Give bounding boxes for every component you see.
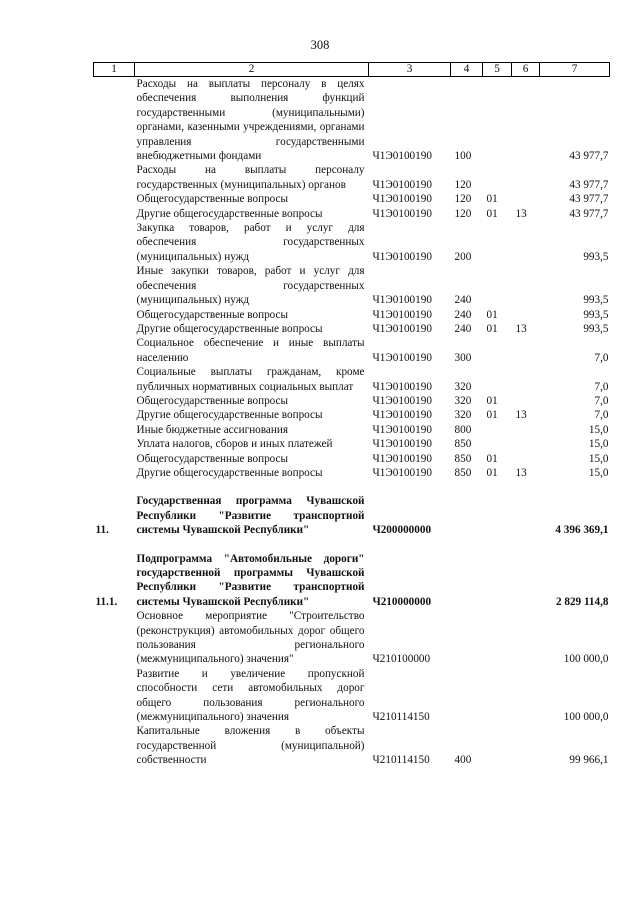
row-number [94,466,135,480]
row-number [94,264,135,307]
row-number: 11. [95,524,109,537]
row-description: Закупка товаров, работ и услуг для обеспечения государственных (муниципальных) нужд [136,222,365,263]
row-description: Общегосударственные вопросы [136,308,289,321]
expense-type: 800 [454,423,472,436]
target-code: Ч1Э0100190 [372,150,432,163]
row-number [94,221,135,264]
expense-type: 320 [454,409,472,422]
row-description: Общегосударственные вопросы [136,193,289,206]
row-description: Подпрограмма "Автомобильные дороги" государственной программы Чувашской Республики "Развитие транспортной системы Чувашской Республики" [136,552,365,608]
subsection-code: 13 [515,322,527,335]
table-row [94,77,610,164]
subsection-code [512,724,540,767]
amount: 43 977,7 [569,150,609,163]
expense-type: 300 [454,351,472,364]
amount: 100 000,0 [563,653,609,666]
section-code: 01 [486,322,498,335]
subsection-code [512,394,540,408]
budget-table [93,62,610,768]
subsection-code [512,336,540,365]
expense-type: 200 [454,250,472,263]
subsection-code: 13 [515,207,527,220]
row-number [94,192,135,206]
expense-type: 240 [454,308,472,321]
expense-type: 120 [454,178,472,191]
section-code: 01 [486,409,498,422]
expense-type [451,552,483,610]
section-code [483,667,512,725]
section-code: 01 [486,193,498,206]
table-body [94,77,610,768]
row-number [94,308,135,322]
target-code: Ч1Э0100190 [372,423,432,436]
table-row [94,322,610,336]
column-header-2: 2 [135,63,369,77]
row-description: Другие общегосударственные вопросы [136,322,323,335]
row-number [94,365,135,394]
table-header [94,63,610,77]
expense-type: 850 [454,438,472,451]
subsection-code [512,609,540,667]
column-header-7: 7 [540,63,610,77]
row-description: Общегосударственные вопросы [136,394,289,407]
row-number [94,77,135,164]
section-code [483,264,512,307]
target-code: Ч1Э0100190 [372,380,432,393]
target-code: Ч210114150 [372,711,430,724]
expense-type [451,609,483,667]
section-code [483,609,512,667]
row-description: Уплата налогов, сборов и иных платежей [136,438,333,451]
expense-type [451,667,483,725]
row-description: Развитие и увеличение пропускной способности сети автомобильных дорог общего пользования регионального (межмуниципального) значения [136,667,365,724]
amount: 993,5 [583,250,609,263]
amount: 43 977,7 [569,193,609,206]
row-number [94,394,135,408]
expense-type: 240 [454,294,472,307]
subsection-code [512,365,540,394]
table-row [94,365,610,394]
amount: 993,5 [583,308,609,321]
page-number: 308 [310,38,330,52]
table-row [94,667,610,725]
expense-type: 120 [454,193,472,206]
table-row [94,452,610,466]
expense-type: 850 [454,466,472,479]
spacer-row [94,480,610,494]
table-row [94,308,610,322]
table-row [94,408,610,422]
subsection-code [512,163,540,192]
target-code: Ч1Э0100190 [372,178,432,191]
amount: 7,0 [594,409,609,422]
spacer-cell [94,538,610,552]
target-code: Ч1Э0100190 [372,207,432,220]
section-code [483,494,512,537]
table-row [94,163,610,192]
expense-type: 120 [454,207,472,220]
expense-type: 320 [454,380,472,393]
row-description: Социальное обеспечение и иные выплаты населению [136,337,365,364]
section-code [483,724,512,767]
table-row [94,264,610,307]
section-code [483,163,512,192]
subsection-code [512,77,540,164]
target-code: Ч1Э0100190 [372,466,432,479]
spacer-cell [94,480,610,494]
section-code [483,552,512,610]
row-number [94,437,135,451]
row-description: Капитальные вложения в объекты государственной (муниципальной) собственности [136,725,365,767]
section-code: 01 [486,308,498,321]
header-row [94,63,610,77]
row-number [94,423,135,437]
table-row [94,394,610,408]
expense-type: 850 [454,452,472,465]
amount: 43 977,7 [569,178,609,191]
target-code: Ч1Э0100190 [372,452,432,465]
subsection-code [512,667,540,725]
subsection-code: 13 [515,409,527,422]
table-row [94,609,610,667]
amount: 100 000,0 [563,711,609,724]
subsection-code [512,494,540,537]
target-code: Ч1Э0100190 [372,250,432,263]
table-row [94,207,610,221]
amount: 15,0 [588,452,609,465]
section-code [483,221,512,264]
subsection-code [512,437,540,451]
row-description: Основное мероприятие "Строительство (реконструкция) автомобильных дорог общего пользования регионального (межмуниципального) значения" [136,610,365,666]
section-code [483,77,512,164]
spacer-row [94,538,610,552]
expense-type: 100 [454,150,472,163]
column-header-4: 4 [451,63,483,77]
row-description: Государственная программа Чувашской Республики "Развитие транспортной системы Чувашской Республики" [136,495,365,537]
table-row [94,192,610,206]
row-number [94,667,135,725]
row-description: Иные закупки товаров, работ и услуг для обеспечения государственных (муниципальных) нужд [136,265,365,307]
target-code: Ч1Э0100190 [372,322,432,335]
table-row [94,724,610,767]
row-description: Социальные выплаты гражданам, кроме публичных нормативных социальных выплат [136,366,365,393]
subsection-code [512,221,540,264]
expense-type: 400 [454,754,472,767]
subsection-code [512,308,540,322]
section-code [483,437,512,451]
row-number [94,452,135,466]
row-description: Иные бюджетные ассигнования [136,423,288,436]
target-code: Ч1Э0100190 [372,394,432,407]
expense-type: 320 [454,394,472,407]
section-code: 01 [486,452,498,465]
amount: 99 966,1 [569,754,609,767]
amount: 993,5 [583,322,609,335]
target-code: Ч1Э0100190 [372,409,432,422]
section-code: 01 [486,466,498,479]
amount: 2 829 114,8 [555,595,609,608]
table-row [94,494,610,537]
target-code: Ч1Э0100190 [372,193,432,206]
subsection-code [512,452,540,466]
target-code: Ч210000000 [372,595,432,608]
column-header-1: 1 [94,63,135,77]
amount: 15,0 [588,466,609,479]
amount: 993,5 [583,294,609,307]
target-code: Ч210114150 [372,754,430,767]
amount: 43 977,7 [569,207,609,220]
target-code: Ч1Э0100190 [372,438,432,451]
table-row [94,423,610,437]
table-row [94,221,610,264]
row-description: Другие общегосударственные вопросы [136,207,323,220]
expense-type [451,494,483,537]
column-header-3: 3 [369,63,451,77]
table-row [94,336,610,365]
subsection-code [512,264,540,307]
row-description: Другие общегосударственные вопросы [136,466,323,479]
row-description: Другие общегосударственные вопросы [136,409,323,422]
row-description: Расходы на выплаты персоналу государственных (муниципальных) органов [136,164,365,191]
section-code: 01 [486,394,498,407]
amount: 7,0 [594,394,609,407]
row-number [94,163,135,192]
target-code: Ч200000000 [372,524,432,537]
row-number [94,609,135,667]
table-row [94,437,610,451]
row-number [94,408,135,422]
table-row [94,466,610,480]
amount: 15,0 [588,438,609,451]
amount: 7,0 [594,380,609,393]
row-number [94,724,135,767]
table-row [94,552,610,610]
row-number [94,336,135,365]
section-code [483,336,512,365]
row-description: Расходы на выплаты персоналу в целях обеспечения выполнения функций государственными (муниципальными) органами, казенными учреждениями, органами управления государственными внебюджетными фондами [136,78,365,163]
expense-type: 240 [454,322,472,335]
row-number [94,207,135,221]
row-number: 11.1. [95,595,118,608]
column-header-6: 6 [512,63,540,77]
amount: 4 396 369,1 [555,524,609,537]
subsection-code [512,192,540,206]
subsection-code: 13 [515,466,527,479]
target-code: Ч1Э0100190 [372,351,432,364]
subsection-code [512,552,540,610]
section-code: 01 [486,207,498,220]
row-description: Общегосударственные вопросы [136,452,289,465]
column-header-5: 5 [483,63,512,77]
target-code: Ч1Э0100190 [372,294,432,307]
amount: 7,0 [594,351,609,364]
subsection-code [512,423,540,437]
target-code: Ч1Э0100190 [372,308,432,321]
target-code: Ч210100000 [372,653,431,666]
row-number [94,322,135,336]
section-code [483,365,512,394]
amount: 15,0 [588,423,609,436]
section-code [483,423,512,437]
